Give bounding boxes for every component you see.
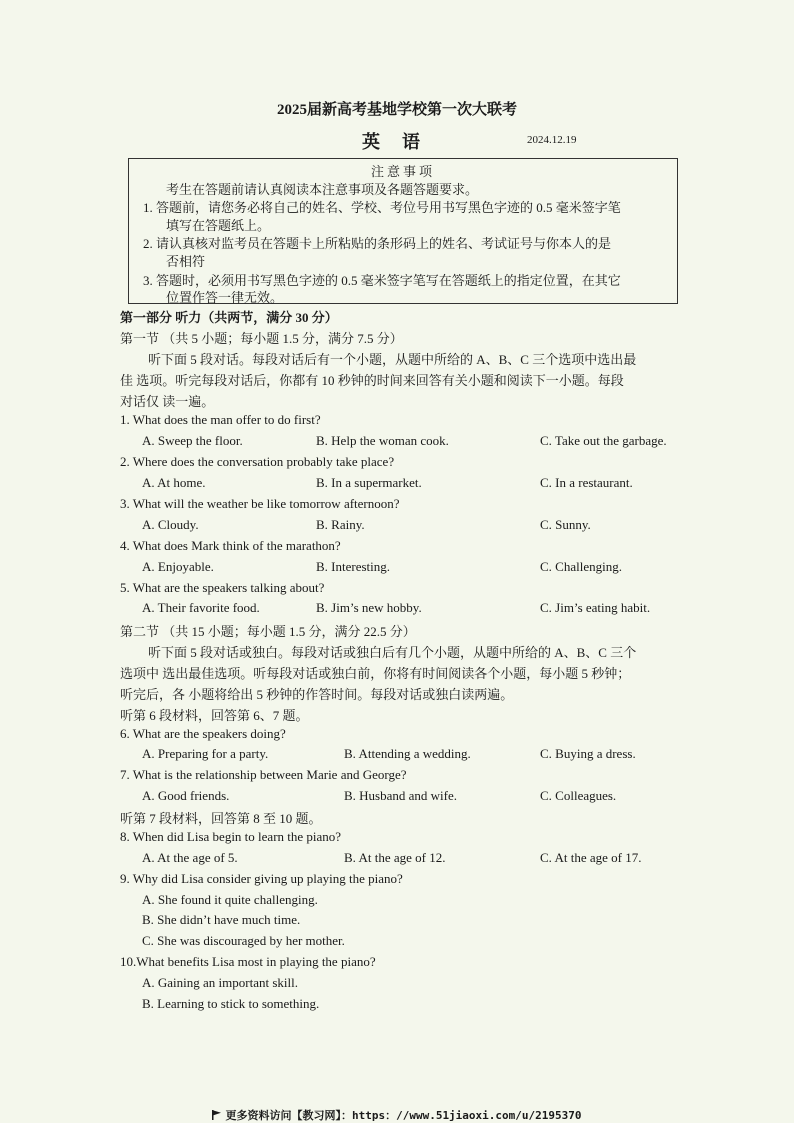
question-1-option-b: B. Help the woman cook. [316, 433, 449, 448]
question-9-stem: 9. Why did Lisa consider giving up playing the piano? [120, 871, 403, 886]
section2-instructions-2: 选项中 选出最佳选项。听每段对话或独白前，你将有时间阅读各个小题，每小题 5 秒钟； [120, 666, 631, 681]
question-8-option-c: C. At the age of 17. [540, 850, 642, 865]
question-8-option-a: A. At the age of 5. [142, 850, 238, 865]
footer-link[interactable] [0, 1107, 794, 1123]
question-3-option-c: C. Sunny. [540, 517, 591, 532]
notice-box [128, 158, 678, 304]
flag-icon [212, 1110, 221, 1120]
exam-title: 2025届新高考基地学校第一次大联考 [276, 102, 517, 118]
section1-instructions: 听下面 5 段对话。每段对话后有一个小题，从题中所给的 A、B、C 三个选项中选出最 [148, 352, 637, 367]
question-4-option-b: B. Interesting. [316, 559, 391, 574]
part1-heading: 第一部分 听力（共两节，满分 30 分） [120, 310, 338, 325]
question-5-option-a: A. Their favorite food. [142, 600, 260, 615]
question-6-option-b: B. Attending a wedding. [344, 746, 471, 761]
material-7-prompt: 听第 7 段材料，回答第 8 至 10 题。 [120, 811, 322, 826]
section1-instructions-2: 佳 选项。听完每段对话后，你都有 10 秒钟的时间来回答有关小题和阅读下一小题。每段 [120, 373, 624, 388]
question-5-option-c: C. Jim’s eating habit. [540, 600, 651, 615]
notice-intro: 考生在答题前请认真阅读本注意事项及各题答题要求。 [166, 182, 479, 197]
notice-item-1: 1. 答题前，请您务必将自己的姓名、学校、考位号用书写黑色字迹的 0.5 毫米签字笔 [143, 200, 621, 215]
question-10-option-b: B. Learning to stick to something. [142, 996, 320, 1011]
question-4-option-a: A. Enjoyable. [142, 559, 214, 574]
notice-item-3-cont: 位置作答一律无效。 [166, 290, 284, 305]
question-7-stem: 7. What is the relationship between Marie and George? [120, 767, 407, 782]
question-1-option-c: C. Take out the garbage. [540, 433, 667, 448]
question-4-stem: 4. What does Mark think of the marathon? [120, 538, 341, 553]
material-6-prompt: 听第 6 段材料，回答第 6、7 题。 [120, 708, 309, 723]
question-6-stem: 6. What are the speakers doing? [120, 726, 286, 741]
notice-item-2: 2. 请认真核对监考员在答题卡上所粘贴的条形码上的姓名、考试证号与你本人的是 [143, 236, 612, 251]
exam-date: 2024.12.19 [527, 134, 577, 146]
question-2-stem: 2. Where does the conversation probably take place? [120, 454, 395, 469]
question-3-option-a: A. Cloudy. [142, 517, 199, 532]
question-2-option-b: B. In a supermarket. [316, 475, 422, 490]
section1-instructions-3: 对话仅 读一遍。 [120, 394, 215, 409]
question-6-option-c: C. Buying a dress. [540, 746, 636, 761]
question-10-option-a: A. Gaining an important skill. [142, 975, 298, 990]
question-9-option-b: B. She didn’t have much time. [142, 912, 301, 927]
question-9-option-c: C. She was discouraged by her mother. [142, 933, 345, 948]
question-4-option-c: C. Challenging. [540, 559, 622, 574]
notice-item-1-cont: 填写在答题纸上。 [166, 218, 271, 233]
question-6-option-a: A. Preparing for a party. [142, 746, 269, 761]
question-8-stem: 8. When did Lisa begin to learn the piano? [120, 829, 342, 844]
question-1-option-a: A. Sweep the floor. [142, 433, 243, 448]
question-2-option-c: C. In a restaurant. [540, 475, 633, 490]
question-7-option-a: A. Good friends. [142, 788, 230, 803]
question-7-option-c: C. Colleagues. [540, 788, 617, 803]
subject-title: 英语 [362, 132, 442, 152]
question-2-option-a: A. At home. [142, 475, 206, 490]
notice-item-3: 3. 答题时，必须用书写黑色字迹的 0.5 毫米签字笔写在答题纸上的指定位置，在其它 [143, 273, 621, 288]
notice-item-2-cont: 否相符 [166, 254, 206, 269]
section1-heading: 第一节 （共 5 小题；每小题 1.5 分，满分 7.5 分） [120, 331, 403, 346]
question-7-option-b: B. Husband and wife. [344, 788, 458, 803]
section2-instructions: 听下面 5 段对话或独白。每段对话或独白后有几个小题，从题中所给的 A、B、C 三个 [148, 645, 637, 660]
question-3-stem: 3. What will the weather be like tomorrow afternoon? [120, 496, 400, 511]
question-5-option-b: B. Jim’s new hobby. [316, 600, 422, 615]
question-3-option-b: B. Rainy. [316, 517, 365, 532]
question-5-stem: 5. What are the speakers talking about? [120, 580, 325, 595]
question-10-stem: 10.What benefits Lisa most in playing the piano? [120, 954, 376, 969]
section2-instructions-3: 听完后，各 小题将给出 5 秒钟的作答时间。每段对话或独白读两遍。 [120, 687, 514, 702]
question-1-stem: 1. What does the man offer to do first? [120, 412, 321, 427]
notice-title: 注意事项 [370, 164, 435, 179]
section2-heading: 第二节 （共 15 小题；每小题 1.5 分，满分 22.5 分） [120, 624, 416, 639]
footer-text[interactable]: 更多资料访问【教习网】：https：//www.51jiaoxi.com/u/2195370 [225, 1109, 582, 1122]
question-8-option-b: B. At the age of 12. [344, 850, 446, 865]
question-9-option-a: A. She found it quite challenging. [142, 892, 318, 907]
